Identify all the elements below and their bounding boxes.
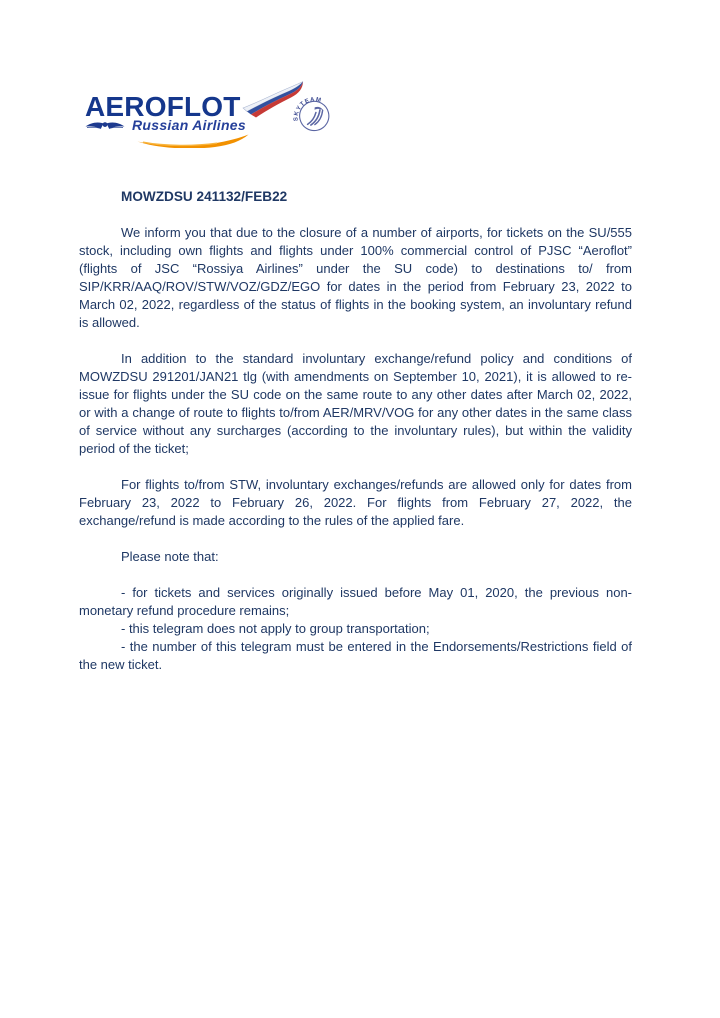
paragraph-please-note: Please note that: xyxy=(121,549,219,564)
paragraph-stw-flights: For flights to/from STW, involuntary exchanges/refunds are allowed only for dates from February 23, 2022 to February 26, 2022. For flights from February 27, 2022, the exchange/refund is made according to the rules of the applied fare. xyxy=(79,477,632,528)
aeroflot-wordmark: AEROFLOT xyxy=(85,91,241,122)
note-item-refund-procedure: - for tickets and services originally issued before May 01, 2020, the previous non-monetary refund procedure remains; xyxy=(79,585,632,618)
notes-list xyxy=(79,584,632,674)
paragraph-closure-notice: We inform you that due to the closure of a number of airports, for tickets on the SU/555 stock, including own flights and flights under 100% commercial control of PJSC “Aeroflot” (flights of JSC “Rossiya Airlines” under the SU code) to destinations to/ from SIP/KRR/AAQ/ROV/STW/VOZ/GDZ/EGO for dates in the period from February 23, 2022 to March 02, 2022, regardless of the status of flights in the booking system, an involuntary refund is allowed. xyxy=(79,225,632,330)
orange-swoosh-icon xyxy=(137,134,249,148)
aeroflot-wings-icon xyxy=(85,118,125,133)
note-item-endorsements-field: - the number of this telegram must be entered in the Endorsements/Restrictions field of the new ticket. xyxy=(79,639,632,672)
aeroflot-subtitle: Russian Airlines xyxy=(132,117,246,133)
skyteam-logo-icon xyxy=(291,91,337,137)
paragraph-exchange-policy: In addition to the standard involuntary exchange/refund policy and conditions of MOWZDSU 291201/JAN21 tlg (with amendments on September 10, 2021), it is allowed to re-issue for flights under the SU code on the same route to any other dates after March 02, 2022, or with a change of route to flights to/from AER/MRV/VOG for any other dates in the same class of service without any surcharges (according to the involuntary rules), but within the validity period of the ticket; xyxy=(79,351,632,456)
note-item-group-transportation: - this telegram does not apply to group transportation; xyxy=(121,621,430,636)
skyteam-label: SKYTEAM xyxy=(293,96,323,122)
telegram-number-heading: MOWZDSU 241132/FEB22 xyxy=(121,189,288,204)
telegram-body xyxy=(79,188,632,674)
aeroflot-logo xyxy=(85,86,345,156)
